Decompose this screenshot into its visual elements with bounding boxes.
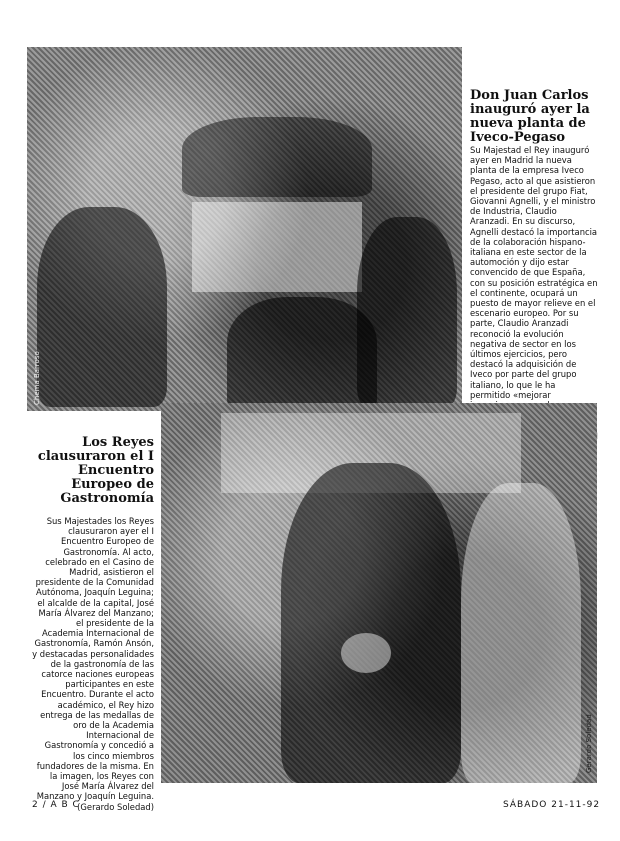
hand-shake <box>341 633 391 673</box>
queen-figure <box>461 483 581 783</box>
story2-body: Sus Majestades los Reyes clausuraron ayer el I Encuentro Europeo de Gastronomía. Al acto, celebrado en el Casino de Madrid, asistieron el presidente de la Comunidad Autónoma, Joaquín Leguina; el alcalde de la capital, José María Álvarez del Manzano; el presidente de la Academia Internacional de Gastronomía, Ramón Ansón, y destacadas personalidades de la gastronomía de las catorce naciones europeas participantes en este Encuentro. Durante el acto académico, el Rey hizo entrega de las medallas de oro de la Academia Internacional de Gastronomía y concedió a los cinco miembros fundadores de la misma. En la imagen, los Reyes con José María Álvarez del Manzano y Joaquín Leguina. (Gerardo Soledad) <box>32 516 154 812</box>
figure-group-center <box>227 297 377 411</box>
photo2-credit: Gerardo Soledad <box>585 714 593 773</box>
story1-body: Su Majestad el Rey inauguró ayer en Madrid la nueva planta de la empresa Iveco Pegaso, acto al que asistieron el presidente del grupo Fiat, Giovanni Agnelli, y el ministro de Industria, Claudio Aranzadi. En su discurso, Agnelli destacó la importancia de la colaboración hispano-italiana en este sector de la automoción y dijo estar convencido de que España, con su posición estratégica en el continente, ocupará un puesto de mayor relieve en el escenario europeo. Por su parte, Claudio Aranzadi reconoció la evolución negativa de sector en los últimos ejercicios, pero destacó la adquisición de Iveco por parte del grupo italiano, lo que le ha permitido «mejorar <box>470 145 598 400</box>
photo-iveco-plant <box>27 47 462 411</box>
page-date: SÁBADO 21-11-92 <box>503 800 601 810</box>
photo-gastronomy-royals <box>161 403 597 783</box>
truck-cab <box>182 117 372 197</box>
figure-group-left <box>37 207 167 407</box>
story2-headline: Los Reyes clausuraron el I Encuentro Europeo de Gastronomía <box>37 435 154 506</box>
truck-grille <box>192 202 362 292</box>
photo1-credit: Chema Barroso <box>33 351 41 405</box>
figure-group-right <box>357 217 457 407</box>
king-figure <box>281 463 461 783</box>
page-folio: 2 / A B C <box>32 800 80 810</box>
story1-headline: Don Juan Carlos inauguró ayer la nueva planta de Iveco-Pegaso <box>470 88 590 145</box>
